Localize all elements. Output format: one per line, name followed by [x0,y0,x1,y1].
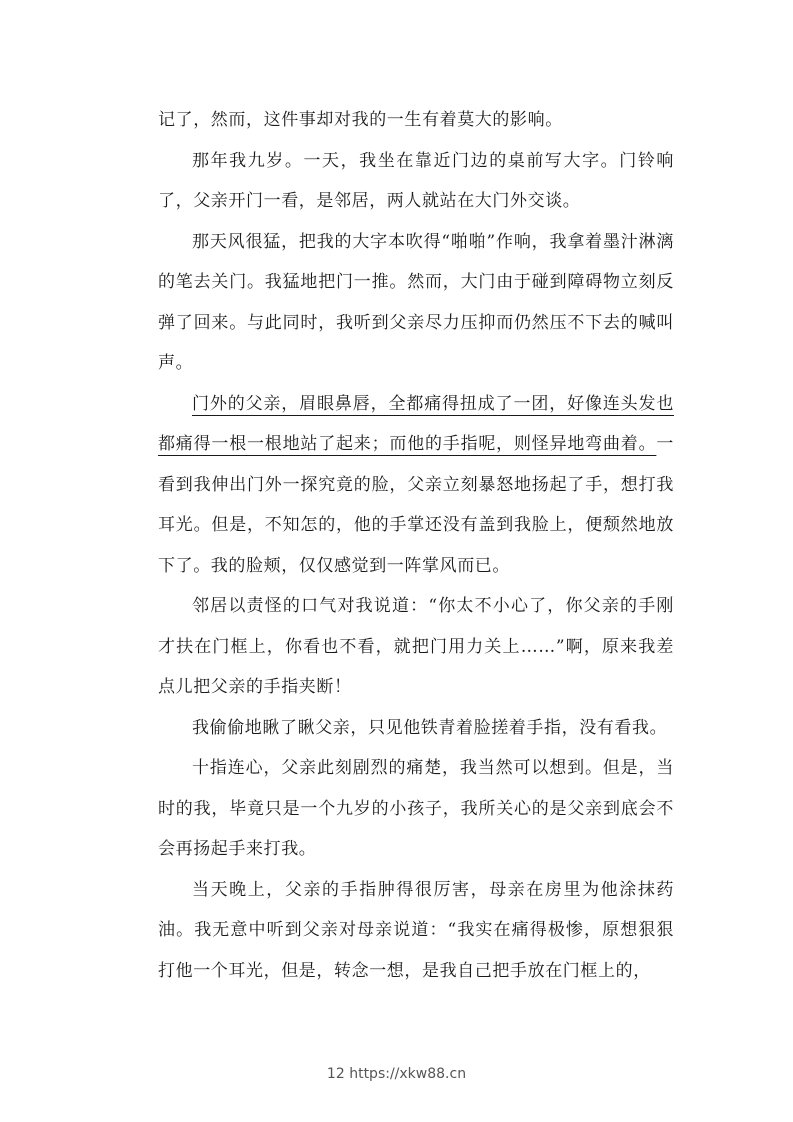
document-page [158,100,674,991]
paragraph-1: 记了，然而，这件事却对我的一生有着莫大的影响。 [158,110,563,130]
page-number: 12 [326,1066,345,1082]
paragraph-8: 当天晚上，父亲的手指肿得很厉害，母亲在房里为他涂抹药油。我无意中听到父亲对母亲说道：“我实在痛得极惨，原想狠狠打他一个耳光，但是，转念一想，是我自己把手放在门框上的， [158,879,674,981]
footer-url: https://xkw88.cn [349,1066,467,1082]
paragraph-4-rest: 一看到我伸出门外一探究竟的脸，父亲立刻暴怒地扬起了手，想打我耳光。但是，不知怎的，他的手掌还没有盖到我脸上，便颓然地放下了。我的脸颊，仅仅感觉到一阵掌风而已。 [158,434,674,576]
paragraph-3: 那天风很猛，把我的大字本吹得“啪啪”作响，我拿着墨汁淋漓的笔去关门。我猛地把门一推。然而，大门由于碰到障碍物立刻反弹了回来。与此同时，我听到父亲尽力压抑而仍然压不下去的喊叫声。 [158,231,674,373]
page-footer [0,1066,793,1082]
paragraph-2: 那年我九岁。一天，我坐在靠近门边的桌前写大字。门铃响了，父亲开门一看，是邻居，两人就站在大门外交谈。 [158,150,674,211]
paragraph-4 [158,384,674,587]
paragraph-7: 十指连心，父亲此刻剧烈的痛楚，我当然可以想到。但是，当时的我，毕竟只是一个九岁的小孩子，我所关心的是父亲到底会不会再扬起手来打我。 [158,758,674,859]
underlined-passage: 门外的父亲，眉眼鼻唇，全都痛得扭成了一团，好像连头发也都痛得一根一根地站了起来；而他的手指呢，则怪异地弯曲着。 [158,393,674,454]
paragraph-6: 我偷偷地瞅了瞅父亲，只见他铁青着脸搓着手指，没有看我。 [192,717,668,738]
paragraph-5: 邻居以责怪的口气对我说道：“你太不小心了，你父亲的手刚才扶在门框上，你看也不看，就把门用力关上……”啊，原来我差点儿把父亲的手指夹断！ [158,596,674,697]
